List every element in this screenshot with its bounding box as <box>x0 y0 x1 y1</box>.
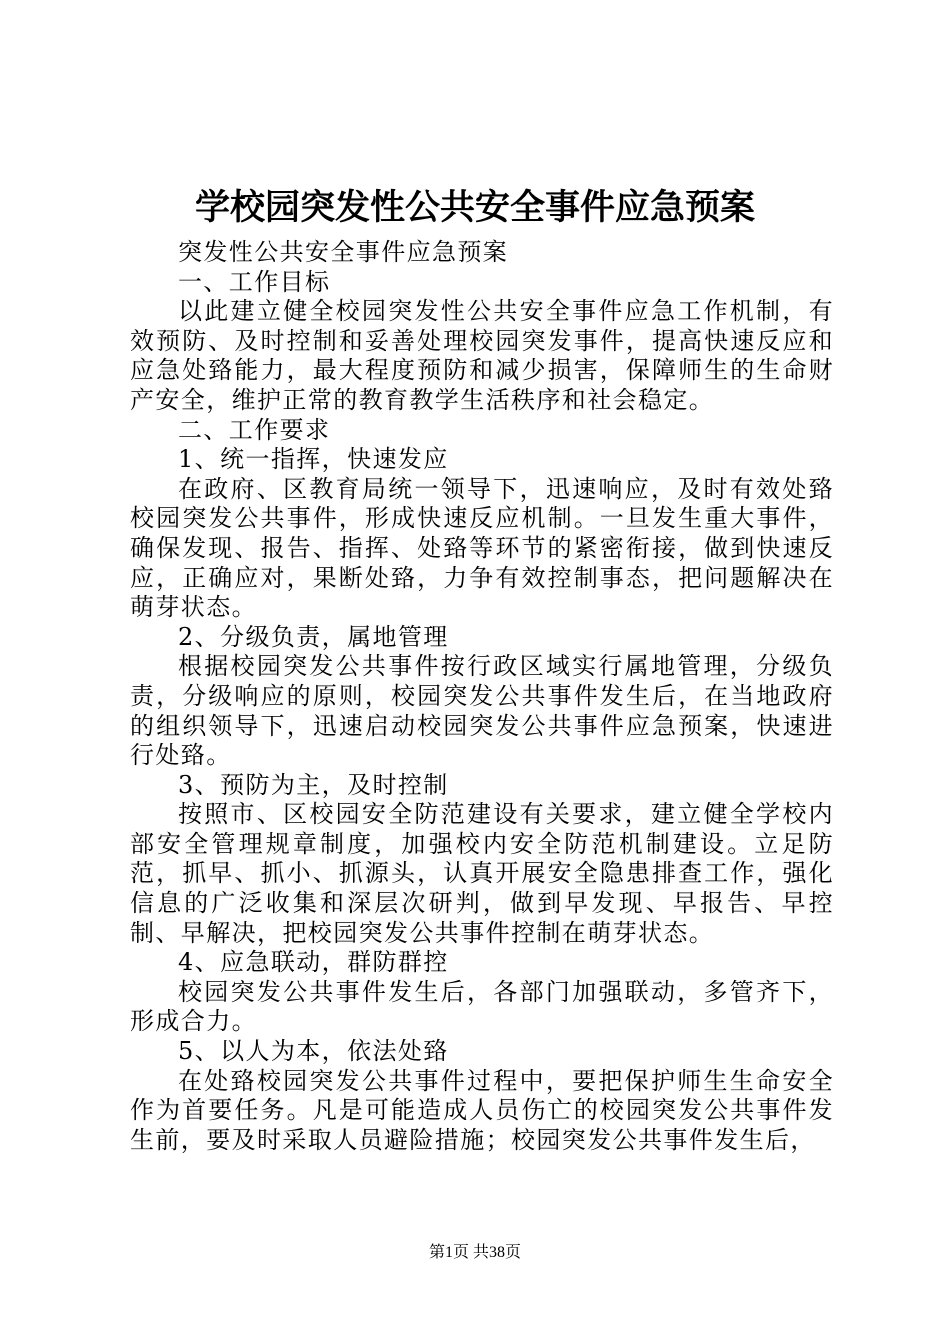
paragraph: 突发性公共安全事件应急预案 <box>178 238 509 266</box>
paragraph: 5、以人为本，依法处臵 <box>178 1037 449 1066</box>
paragraph: 在处臵校园突发公共事件过程中，要把保护师生生命安全作为首要任务。凡是可能造成人员伤亡的校园突发公共事件发生前，要及时采取人员避险措施；校园突发公共事件发生后， <box>130 1066 834 1154</box>
paragraph: 以此建立健全校园突发性公共安全事件应急工作机制，有效预防、及时控制和妥善处理校园突发事件，提高快速反应和应急处臵能力，最大程度预防和减少损害，保障师生的生命财产安全，维护正常的教育教学生活秩序和社会稳定。 <box>130 297 834 414</box>
page-footer: 第1页 共38页 <box>428 1244 521 1261</box>
paragraph: 2、分级负责，属地管理 <box>178 622 449 651</box>
paragraph: 一、工作目标 <box>178 267 331 296</box>
paragraph: 校园突发公共事件发生后，各部门加强联动，多管齐下，形成合力。 <box>130 977 834 1036</box>
document-body <box>130 238 834 1155</box>
document-title: 学校园突发性公共安全事件应急预案 <box>194 188 755 228</box>
paragraph: 在政府、区教育局统一领导下，迅速响应，及时有效处臵校园突发公共事件，形成快速反应机制。一旦发生重大事件，确保发现、报告、指挥、处臵等环节的紧密衔接，做到快速反应，正确应对，果断处臵，力争有效控制事态，把问题解决在萌芽状态。 <box>130 474 834 622</box>
paragraph: 二、工作要求 <box>178 415 331 444</box>
paragraph: 按照市、区校园安全防范建设有关要求，建立健全学校内部安全管理规章制度，加强校内安全防范机制建设。立足防范，抓早、抓小、抓源头，认真开展安全隐患排查工作，强化信息的广泛收集和深层次研判，做到早发现、早报告、早控制、早解决，把校园突发公共事件控制在萌芽状态。 <box>130 800 834 947</box>
paragraph: 1、统一指挥，快速发应 <box>178 445 449 474</box>
paragraph: 3、预防为主，及时控制 <box>178 770 449 799</box>
paragraph: 4、应急联动，群防群控 <box>178 948 449 977</box>
paragraph: 根据校园突发公共事件按行政区域实行属地管理，分级负责，分级响应的原则，校园突发公共事件发生后，在当地政府的组织领导下，迅速启动校园突发公共事件应急预案，快速进行处臵。 <box>130 652 834 770</box>
